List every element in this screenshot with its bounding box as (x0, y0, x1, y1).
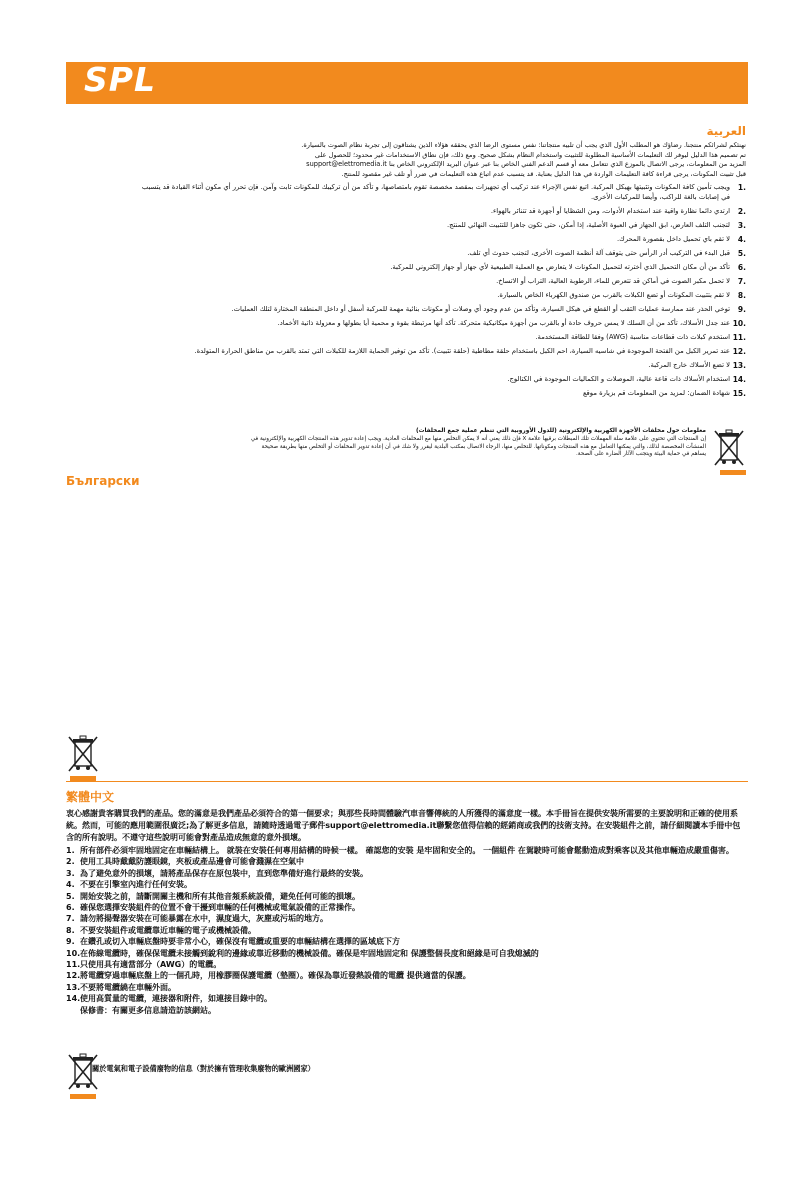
chinese-weee-text: 關於電氣和電子設備廢物的信息（對於擁有管理收集廢物的歐洲國家） (92, 1064, 315, 1073)
chinese-weee-notice (66, 1052, 100, 1096)
list-item: 13. 不要將電纜繞在車輛外面。 (66, 982, 176, 992)
weee-crossed-bin-icon (66, 734, 100, 778)
arabic-weee-title: معلومات حول مخلفات الأجهزة الكهربية والإلكترونية (للدول الأوروبية التي تنظم عملية جمع المخلفات) (415, 428, 706, 434)
list-item: 7. 請勿將揚聲器安裝在可能暴露在水中，濕度過大，灰塵或污垢的地方。 (66, 914, 328, 924)
arabic-intro-4: قبل تثبيت المكونات، يرجى قراءة كافة التعليمات الواردة في هذا الدليل بعناية. قد يتسبب عدم اتباع هذه التعليمات في ضرر أو تلف غير مقصود للمنتج. (341, 169, 746, 178)
list-item: 6. تأكد من أن مكان التحميل الذي أخترته لتحميل المكونات لا يتعارض مع العملية الطبيعية لأي جهاز أو جهاز إلكتروني للمركبة. (390, 263, 746, 273)
chinese-section (66, 788, 748, 1016)
list-item: 12. 將電纜穿過車輛底盤上的一個孔時，用橡膠圈保護電纜（墊圈）。確保為靠近發熱設備的電纜 提供適當的保護。 (66, 971, 471, 981)
arabic-intro-2: تم تصميم هذا الدليل ليوفر لك التعليمات الأساسية المطلوبة للتثبيت واستخدام النظام بشكل صحيح. ومع ذلك، فإن نطاق الاستخدامات غير محدود؛ للحصول على (314, 150, 746, 159)
list-item: 5. قبل البدء في التركيب أدر الرأس حتى يتوقف آلة أنظمة الصوت الأخرى، لتجنب حدوث أي تلف. (467, 249, 746, 259)
chinese-intro: 衷心感謝貴客購買我們的產品。您的滿意是我們產品必須符合的第一個要求；與那些長時間體驗汽車音響傳統的人所獲得的滿意度一樣。本手冊旨在提供安裝所需要的主要說明和正確的使用系統。然而，可能的應用範圍很廣泛;為了解更多信息，請隨時透過電子郵件support@elettromedia.it聯繫您值得信賴的經銷商或我們的技術支持。在安裝組件之前，請仔細閱讀本手冊中包含的所有說明。不遵守這些說明可能會對產品造成無意的意外損壞。 (66, 809, 741, 842)
list-item: 12. عند تمرير الكبل من الفتحة الموجودة في شاسيه السيارة، احم الكبل باستخدام حلقة مطاطية (حلقة تثبيت). تأكد من توفير الحماية اللازمة للكبلات التي تمتد بالقرب من مناطق الحرارة المتولدة. (194, 347, 746, 356)
chinese-instruction-list (66, 845, 748, 1005)
list-item: 6. 確保您選擇安裝組件的位置不會干擾到車輛的任何機械或電氣設備的正常操作。 (66, 903, 360, 913)
arabic-section (140, 124, 746, 403)
arabic-weee-text: إن المنتجات التي تحتوي على علامة سلة المهملات تلك المبطلات برقيها علامة X فإن ذلك يعني أنه لا يمكن التخلص منها مع المخلفات العادية. ويجب إعادة تدوير هذه المنتجات الكهربية والإلكترونية في المنشآت المخصصة لذلك، والتي يمكنها التعامل مع هذه المنتجات ومكوناتها. للتخلص منها، الرجاء الاتصال بمكتب البلدية ليقرر ولا شك في أن إعادة تدوير المخلفات أو التخلص منها بطريقة صحيحة يساهم في حماية البيئة ويتجنب الآثار الضارة على الصحة. (250, 435, 706, 458)
list-item: 11. 只使用具有適當部分（AWG）的電纜。 (66, 960, 222, 970)
arabic-title: العربية (706, 124, 746, 138)
bulgarian-title: Български (66, 474, 140, 488)
list-item: 11. استخدم كبلات ذات قطاعات مناسبة (AWG) وفقا للطاقة المستخدمة. (535, 333, 746, 343)
arabic-intro-3: المزيد من المعلومات، يرجى الاتصال بالموزع الذي تتعامل معه أو قسم الدعم الفني الخاص بنا عبر عنوان البريد الإلكتروني الخاص بنا support@elettromedia.it (306, 160, 746, 169)
list-item: 10. 在佈線電纜時，確保保電纜未接觸到銳利的邊緣或靠近移動的機械設備。確保是牢固地固定和 保護整個長度和絕緣是可自我熄滅的 (66, 948, 539, 958)
list-item: 13. لا تضع الأسلاك خارج المركبة. (648, 360, 746, 370)
list-item: 8. 不要安裝組件或電纜靠近車輛的電子或機械設備。 (66, 925, 256, 935)
list-item: 9. 在鑽孔或切入車輛底盤時要非常小心，確保沒有電纜或重要的車輛結構在選擇的區域底下方 (66, 937, 400, 947)
chinese-title: 繁體中文 (66, 790, 115, 804)
list-item: 2. ارتدي دائما نظارة واقية عند استخدام الأدوات، ومن الشظايا أو أجهزة قد تتناثر بالهواء. (490, 207, 746, 217)
chinese-warranty: 保修書：有關更多信息請造訪該網站。 (80, 1005, 216, 1015)
arabic-intro-1: نهنئكم لشرائكم منتجنا. رضاؤك هو المطلب الأول الذي يجب أن تلبيه منتجاتنا: نفس مستوى الرضا الذي يحققه هؤلاء الذين يشتاقون إلى تجربة نظام الصوت بالسيارة. (301, 141, 746, 149)
list-item: 8. لا تقم بتثبيت المكونات أو تضع الكبلات بالقرب من صندوق الكهرباء الخاص بالسيارة. (497, 291, 746, 301)
arabic-instruction-list (140, 183, 746, 398)
list-item: 14. 使用高質量的電纜，連接器和附件，如連接目錄中的。 (66, 994, 272, 1004)
list-item: 10. عند جدل الأسلاك، تأكد من أن السلك لا يمس حروف حادة أو بالقرب من أجهزة ميكانيكية متحركة. تأكد أنها مرتبطة بقوة و محمية أيا بطولها و معزولة ذاتية الأخماد. (277, 319, 746, 329)
list-item: 1. ويجب تأمين كافة المكونات وتثبيتها بهيكل المركبة. اتبع نفس الإجراء عند تركيب أي تجهيزات بمقصد مخصصة تقوم بامتصاصها، و تأكد من أن تركيبك للمكونات ثابت وآمن. فإن تحرر أي مكون أثناء القيادة قد يتسبب في إصابات بالغة للراكب، وأيضا للمركبات الأخرى. (141, 183, 746, 202)
list-item: 3. لتجنب التلف العارض، ابق الجهاز في العبوة الأصلية، إذا أمكن، حتى تكون جاهزا للتثبيت النهائي للمنتج. (446, 221, 746, 231)
weee-crossed-bin-icon (66, 1052, 100, 1096)
list-item: 4. 不要在引擎室內進行任何安裝。 (66, 880, 192, 890)
list-item: 14. استخدام الأسلاك ذات قاعة عالية، الموصلات و الكماليات الموجودة في الكتالوج. (507, 374, 746, 384)
brand-name: SPL Show (84, 60, 189, 138)
list-item: 1. 所有部件必須牢固地固定在車輛結構上。 就裝在安裝任何專用結構的時候一樣。 確認您的安裝 是牢固和安全的。 一個組件 在駕駛時可能會鬆動造成對乘客以及其他車輛造成嚴重傷害。 (66, 846, 734, 855)
list-item: 9. توخي الحذر عند ممارسة عمليات الثقب أو القطع في هيكل السيارة، وتأكد من عدم وجود أي وصلات أو مكونات بنائية مهمة للمركبة أسفل أو داخل المنطقة المختارة لتلك العمليات. (231, 305, 746, 315)
arabic-weee-notice (246, 428, 746, 459)
splshow-logo (70, 58, 270, 138)
weee-crossed-bin-icon (712, 428, 746, 472)
list-item: 15. شهادة الضمان: لمزيد من المعلومات قم بزيارة موقع (582, 388, 746, 398)
list-item: 5. 開始安裝之前，請斷開關主機和所有其他音頻系統設備，避免任何可能的損壞。 (66, 891, 360, 901)
list-item: 3. 為了避免意外的損壞，請將產品保存在原包裝中，直到您準備好進行最終的安裝。 (66, 868, 368, 878)
section-divider (66, 781, 748, 782)
list-item: 4. لا تقم باي تحميل داخل بقصورة المحرك. (616, 235, 746, 245)
bulgarian-weee-notice (66, 734, 100, 778)
list-item: 7. لا تحمل مكبر الصوت في أماكن قد تتعرض للماء، الرطوبة العالية، التراب أو الاتساخ. (496, 277, 746, 287)
list-item: 2. 使用工具時戴戴防護眼鏡，夾板或產品邊會可能會濺濕在空氣中 (66, 857, 304, 867)
